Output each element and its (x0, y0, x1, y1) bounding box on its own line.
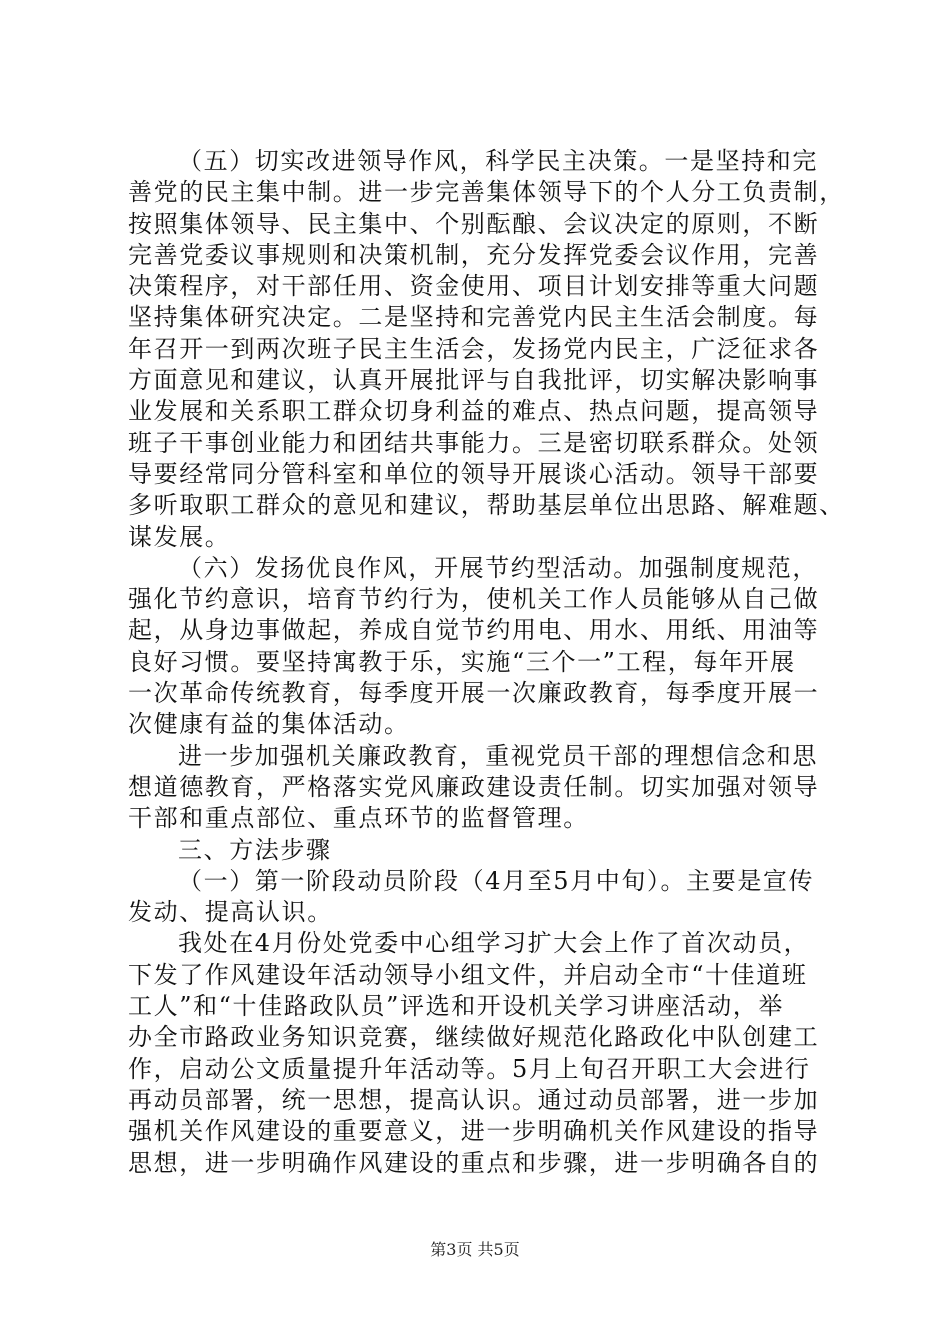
text-line: 我处在4月份处党委中心组学习扩大会上作了首次动员， (178, 929, 810, 958)
text-line: 进一步加强机关廉政教育，重视党员干部的理想信念和思 (178, 741, 818, 770)
text-line: 按照集体领导、民主集中、个别酝酿、会议决定的原则，不断 (128, 209, 820, 238)
text-line: 完善党委议事规则和决策机制，充分发挥党委会议作用，完善 (128, 240, 820, 269)
text-line: 多听取职工群众的意见和建议，帮助基层单位出思路、解难题、 (128, 491, 845, 520)
text-line: 决策程序，对干部任用、资金使用、项目计划安排等重大问题 (128, 272, 820, 301)
text-line: 班子干事创业能力和团结共事能力。三是密切联系群众。处领 (128, 428, 820, 457)
text-line: 起，从身边事做起，养成自觉节约用电、用水、用纸、用油等 (128, 616, 820, 645)
text-line: 业发展和关系职工群众切身利益的难点、热点问题，提高领导 (128, 397, 820, 426)
text-line: 想道德教育，严格落实党风廉政建设责任制。切实加强对领导 (128, 772, 820, 801)
text-line: 导要经常同分管科室和单位的领导开展谈心活动。领导干部要 (128, 459, 820, 488)
text-line: 强化节约意识，培育节约行为，使机关工作人员能够从自己做 (128, 585, 820, 614)
text-line: （六）发扬优良作风，开展节约型活动。加强制度规范， (178, 553, 818, 582)
text-line: 坚持集体研究决定。二是坚持和完善党内民主生活会制度。每 (128, 303, 820, 332)
text-line: 谋发展。 (128, 522, 231, 551)
text-line: 善党的民主集中制。进一步完善集体领导下的个人分工负责制， (128, 178, 845, 207)
text-line: 工人”和“十佳路政队员”评选和开设机关学习讲座活动，举 (128, 992, 785, 1021)
text-line: 再动员部署，统一思想，提高认识。通过动员部署，进一步加 (128, 1085, 820, 1114)
text-line: 下发了作风建设年活动领导小组文件，并启动全市“十佳道班 (128, 960, 808, 989)
text-line: 年召开一到两次班子民主生活会，发扬党内民主，广泛征求各 (128, 334, 820, 363)
text-line: 办全市路政业务知识竞赛，继续做好规范化路政化中队创建工 (128, 1023, 820, 1052)
text-line: 次健康有益的集体活动。 (128, 710, 410, 739)
text-line: 作，启动公文质量提升年活动等。5月上旬召开职工大会进行 (128, 1054, 811, 1083)
page-footer: 第3页 共5页 (430, 1240, 520, 1259)
text-line: 发动、提高认识。 (128, 898, 333, 927)
text-line: 良好习惯。要坚持寓教于乐，实施“三个一”工程，每年开展 (128, 647, 796, 676)
text-line: 一次革命传统教育，每季度开展一次廉政教育，每季度开展一 (128, 679, 820, 708)
text-line: 强机关作风建设的重要意义，进一步明确机关作风建设的指导 (128, 1117, 820, 1146)
text-line: （一）第一阶段动员阶段（4月至5月中旬）。主要是宣传 (178, 866, 815, 895)
text-line: 三、方法步骤 (178, 835, 332, 864)
text-line: 思想，进一步明确作风建设的重点和步骤，进一步明确各自的 (128, 1148, 820, 1177)
text-line: 干部和重点部位、重点环节的监督管理。 (128, 804, 589, 833)
text-line: （五）切实改进领导作风，科学民主决策。一是坚持和完 (178, 147, 818, 175)
body-text (128, 146, 846, 1179)
text-line: 方面意见和建议，认真开展批评与自我批评，切实解决影响事 (128, 366, 820, 395)
